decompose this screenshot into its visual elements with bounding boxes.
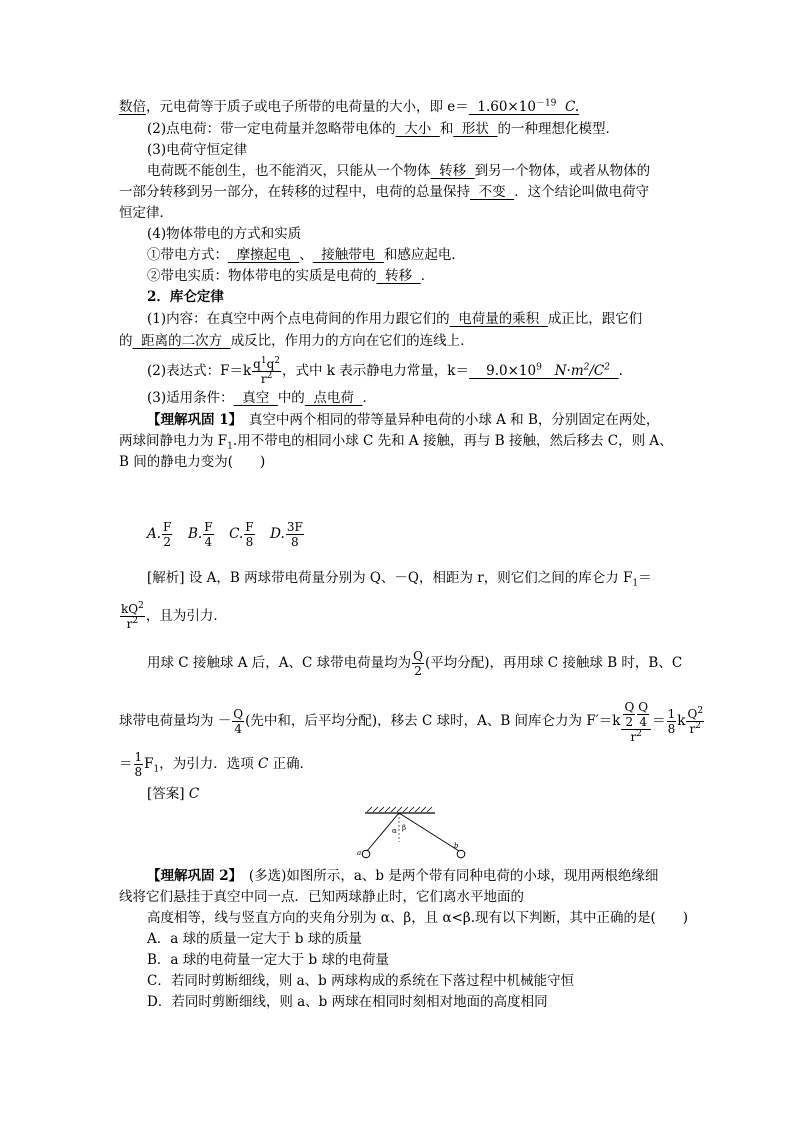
- text: 和: [439, 121, 454, 137]
- ball-b: [457, 850, 465, 858]
- question-label: 【理解巩固 1】: [147, 412, 236, 428]
- fraction: [667, 707, 677, 736]
- text: (3)适用条件：: [147, 390, 234, 406]
- fraction: [203, 520, 213, 549]
- text-line: [147, 119, 619, 139]
- text: 2．库仑定律: [147, 289, 224, 305]
- question-label: 【理解巩固 2】: [147, 868, 236, 884]
- text: 到另一个物体，或者从物体的: [474, 163, 651, 179]
- numerator: 3F: [286, 520, 303, 534]
- text: (4)物体带电的方式和实质: [147, 226, 302, 242]
- option-line: [147, 950, 389, 970]
- subscript: 1: [632, 578, 639, 589]
- text: 、: [299, 247, 313, 263]
- text: /C: [589, 363, 605, 379]
- fraction: [623, 700, 635, 729]
- question-line: [119, 452, 265, 472]
- text: (1)内容：在真空中两个点电荷间的作用力跟它们的: [147, 311, 450, 327]
- angle-alpha-label: α: [392, 827, 397, 835]
- option-line: [147, 992, 548, 1012]
- option-a: A．a 球的质量一定大于 b 球的质量: [147, 931, 362, 947]
- blank-answer: [431, 163, 475, 179]
- text: B 间的静电力变为( ): [119, 454, 266, 470]
- numerator: Q: [687, 707, 698, 721]
- text: 转移: [439, 163, 467, 179]
- text: 正确．: [268, 756, 314, 772]
- question-line: [147, 866, 658, 886]
- text: ，元电荷等于质子或电子所带的电荷量的大小，即 e＝: [146, 99, 469, 115]
- denominator: 8: [245, 535, 254, 549]
- text: ②带电实质：物体带电的实质是电荷的: [147, 268, 377, 284]
- text: q: [266, 357, 275, 371]
- text: 真空: [242, 390, 270, 406]
- text-line: [147, 266, 434, 286]
- text: 成反比，作用力的方向在它们的连线上．: [230, 333, 474, 349]
- text-line: [119, 182, 649, 202]
- text: 距离的二次方: [141, 333, 223, 349]
- text: (3)电荷守恒定律: [147, 142, 248, 158]
- text: 不变: [478, 184, 506, 200]
- text: 线将它们悬挂于真空中同一点．已知两球静止时，它们离水平地面的: [119, 889, 524, 905]
- numerator: Q: [233, 707, 244, 721]
- blank-answer: [450, 311, 548, 327]
- text-line: [147, 140, 247, 160]
- fraction: [244, 520, 254, 549]
- question-line: [119, 431, 673, 451]
- option-line: [147, 929, 362, 949]
- option-label: A.: [147, 526, 162, 542]
- option-label: B.: [187, 526, 203, 542]
- subscript: 1: [227, 441, 233, 452]
- text: ＝: [652, 713, 666, 729]
- text-line: [147, 245, 465, 265]
- text: (2)点电荷：带一定电荷量并忽略带电体的: [147, 121, 396, 137]
- text: [答案]: [147, 786, 189, 802]
- text: 1.60×10: [477, 99, 536, 115]
- text: ＝: [638, 570, 652, 586]
- denominator: 2: [163, 535, 172, 549]
- text: ，式中 k 表示静电力常量，k＝: [282, 363, 469, 379]
- text: .: [618, 363, 623, 379]
- text-line: [119, 331, 474, 351]
- numerator: F: [245, 520, 254, 534]
- blank-answer: [313, 247, 384, 263]
- text: ．: [420, 268, 435, 284]
- text: 大小: [404, 121, 432, 137]
- denominator: 4: [637, 714, 649, 729]
- text: r: [260, 372, 267, 386]
- option-b: B．a 球的电荷量一定大于 b 球的电荷量: [147, 952, 389, 968]
- text: ，且为引力．: [145, 608, 227, 624]
- text: 的: [119, 333, 133, 349]
- subscript: 1: [153, 764, 160, 775]
- text: k: [677, 713, 686, 729]
- text: ，为引力．选项: [159, 756, 259, 772]
- denominator: 2: [623, 714, 635, 729]
- denominator: r: [630, 729, 637, 744]
- numerator: F: [204, 520, 213, 534]
- solution-line: [119, 697, 705, 745]
- blank-answer: [234, 390, 278, 406]
- text-line: [147, 161, 650, 181]
- fraction-compound: $\frac{Q}{2}$ $\frac{Q}{4}$ $r^2$: [621, 700, 651, 744]
- fraction: $\frac{kQ^2}{r^2}$: [121, 601, 144, 631]
- text-line: [119, 97, 579, 117]
- angle-beta-label: β: [402, 824, 407, 832]
- denominator: r: [689, 722, 696, 736]
- text: 9.0×10: [486, 363, 537, 379]
- text: C.: [564, 99, 580, 115]
- text: .用不带电的相同小球 C 先和 A 接触，再与 B 接触，然后移去 C，则 A、: [232, 433, 673, 449]
- text: 转移: [385, 268, 413, 284]
- text: ．这个结论叫做电荷守: [514, 184, 650, 200]
- fraction: [286, 520, 304, 549]
- text: ①带电方式：: [147, 247, 228, 263]
- denominator: 8: [667, 722, 676, 736]
- text: ．: [362, 390, 376, 406]
- option-c: C．若同时剪断细线，则 a、b 两球构成的系统在下落过程中机械能守恒: [147, 973, 575, 989]
- ceiling-hatch: [367, 807, 432, 812]
- blank-answer: [377, 268, 421, 284]
- text: (平均分配)，再用球 C 接触球 B 时，B、C: [424, 655, 683, 671]
- fraction: [232, 707, 244, 736]
- text: 两球间静电力为 F: [119, 433, 228, 449]
- blank-answer: [133, 333, 231, 349]
- text: (2)表达式：F＝k: [147, 363, 252, 379]
- exponent: －19: [535, 98, 557, 109]
- text: 形状: [461, 121, 489, 137]
- denominator: 4: [234, 722, 243, 736]
- text: (多选)如图所示，a、b 是两个带有同种电荷的小球，现用两根绝缘细: [235, 868, 659, 884]
- option-label: D.: [270, 526, 285, 542]
- text: 中的: [277, 390, 305, 406]
- text: q: [253, 357, 261, 371]
- denominator: 4: [204, 535, 213, 549]
- options-line: [147, 516, 305, 552]
- text: F: [144, 756, 154, 772]
- numerator: 1: [134, 750, 143, 764]
- numerator: kQ: [121, 602, 139, 616]
- text: 球带电荷量均为 －: [119, 713, 232, 729]
- numerator: Q: [624, 699, 635, 714]
- text: 和感应起电．: [383, 247, 465, 263]
- question-line: [147, 908, 688, 928]
- numerator: F: [163, 520, 172, 534]
- text-line: [147, 224, 301, 244]
- text: 真空中两个相同的带等量异种电荷的小球 A 和 B，分别固定在两处，: [235, 412, 660, 428]
- blank-answer: [453, 121, 497, 137]
- denominator: 2: [414, 664, 422, 678]
- blank-answer: [228, 247, 299, 263]
- text-line: [147, 388, 376, 408]
- solution-line: [147, 645, 682, 681]
- text: (先中和，后平均分配)，移去 C 球时，A、B 间库仑力为 F′＝k: [245, 713, 621, 729]
- pendulum-figure: [355, 806, 475, 864]
- text: 电荷量的乘积: [458, 311, 540, 327]
- ball-b-label: b: [454, 842, 459, 850]
- numerator: Q: [413, 649, 423, 663]
- text: 摩擦起电: [236, 247, 291, 263]
- solution-line: [119, 598, 227, 634]
- fraction: [637, 700, 649, 729]
- ball-a: [362, 850, 370, 858]
- blank-answer: 数倍: [119, 99, 146, 115]
- denominator: r: [126, 617, 133, 631]
- thread-b: [399, 813, 459, 851]
- fraction: [412, 649, 424, 678]
- blank-answer: [305, 390, 363, 406]
- text: 一部分转移到另一部分，在转移的过程中，电荷的总量保持: [119, 184, 470, 200]
- question-line: [147, 410, 659, 430]
- text: 点电荷: [313, 390, 354, 406]
- formula-line: [147, 356, 623, 386]
- section-heading: [147, 287, 224, 307]
- ball-a-label: a: [357, 849, 362, 857]
- blank-answer: $9.0\times 10^9$ $N\cdot m^2/C^2$: [486, 362, 610, 379]
- fraction: $\frac{q^1q^2}{r^2}$: [253, 356, 281, 386]
- solution-line: ＝ $\frac{1}{8}$ $F_1$，为引力．选项 C 正确．: [119, 750, 314, 779]
- text-line: [147, 309, 642, 329]
- option-line: [147, 971, 574, 991]
- numerator: 1: [667, 707, 676, 721]
- blank-answer: [469, 99, 579, 115]
- text: N·m: [554, 363, 584, 379]
- question-line: [119, 887, 524, 907]
- text-line: [119, 203, 173, 223]
- fraction: [162, 520, 172, 549]
- text: C: [258, 756, 269, 772]
- denominator: 8: [134, 765, 143, 779]
- text: C: [188, 786, 200, 802]
- text: 恒定律．: [119, 205, 173, 221]
- option-label: C.: [229, 526, 244, 542]
- text: [解析] 设 A，B 两球带电荷量分别为 Q、－Q，相距为 r，则它们之间的库仑力 F: [147, 570, 633, 586]
- numerator: Q: [638, 699, 649, 714]
- fraction: [134, 750, 144, 779]
- text: 电荷既不能创生，也不能消灭，只能从一个物体: [147, 163, 431, 179]
- fraction: $\frac{Q^2}{r^2}$: [687, 706, 704, 736]
- denominator: 8: [290, 535, 299, 549]
- text: 的一种理想化模型．: [497, 121, 619, 137]
- blank-answer: [470, 184, 514, 200]
- blank-answer: [396, 121, 440, 137]
- text: 接触带电: [321, 247, 376, 263]
- option-d: D．若同时剪断细线，则 a、b 两球在相同时刻相对地面的高度相同: [147, 994, 548, 1010]
- text: 成正比，跟它们: [547, 311, 643, 327]
- exponent: 9: [536, 362, 542, 373]
- solution-line: [147, 568, 652, 588]
- text: 高度相等，线与竖直方向的夹角分别为 α、β，且 α<β.现有以下判断，其中正确的是( ): [147, 910, 689, 926]
- answer-line: [147, 784, 199, 804]
- text: 用球 C 接触球 A 后，A、C 球带电荷量均为: [147, 655, 412, 671]
